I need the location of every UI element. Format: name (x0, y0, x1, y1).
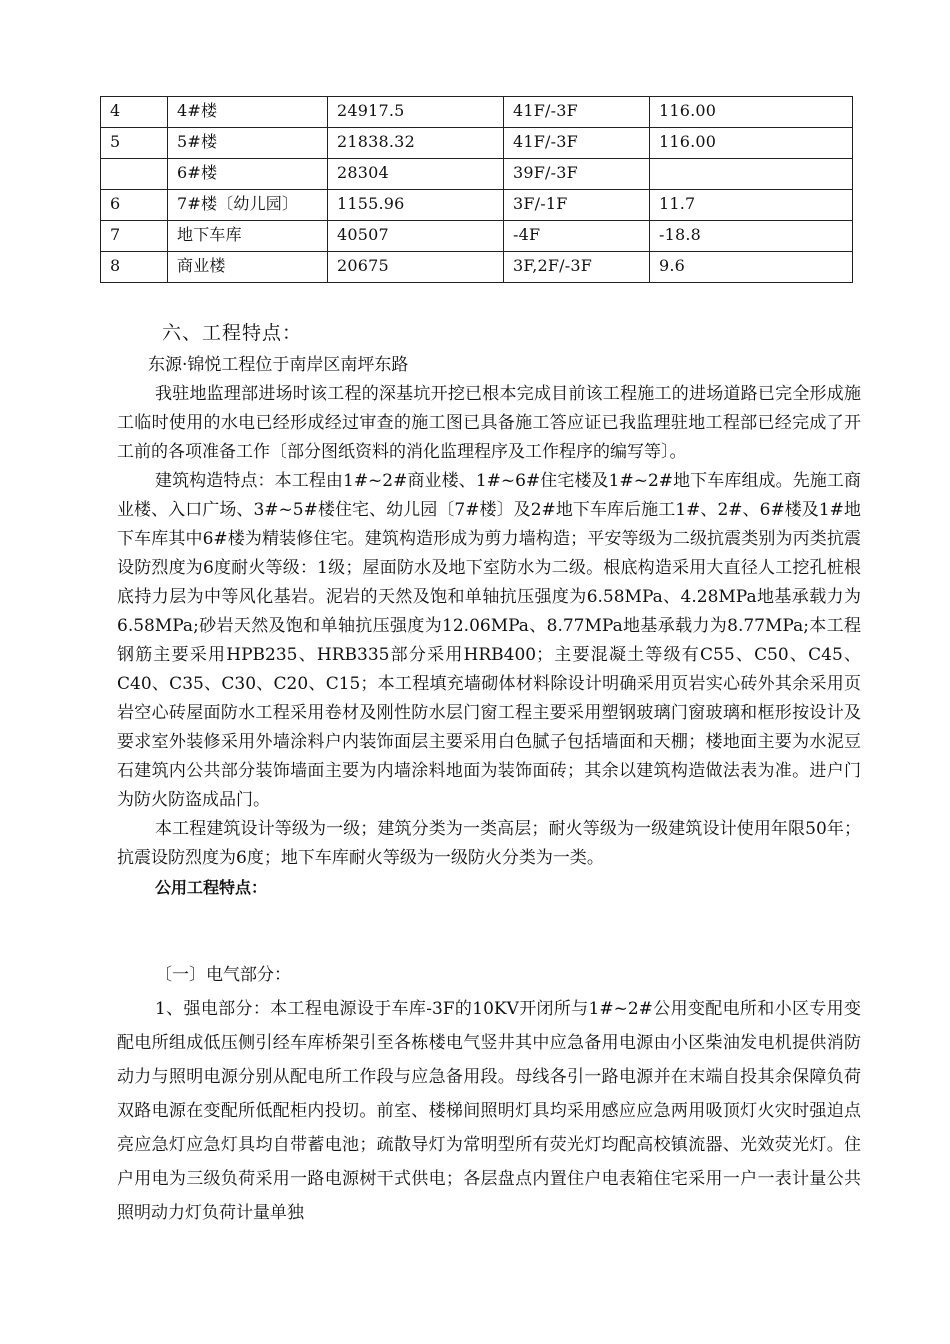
table-cell: 4 (101, 97, 168, 128)
building-table-body (101, 97, 853, 283)
table-cell: 39F/-3F (504, 159, 650, 190)
paragraph-grade: 本工程建筑设计等级为一级；建筑分类为一类高层；耐火等级为一级建筑设计使用年限50年；抗震设防烈度为6度；地下车库耐火等级为一级防火分类为一类。 (117, 819, 861, 868)
table-cell: 1155.96 (328, 190, 504, 221)
table-cell: 5#楼 (168, 128, 328, 159)
table-cell: 6#楼 (168, 159, 328, 190)
table-cell: 7 (101, 221, 168, 252)
paragraph-status: 我驻地监理部进场时该工程的深基坑开挖已根本完成目前该工程施工的进场道路已完全形成施工临时使用的水电已经形成经过审查的施工图已具备施工答应证已我监理驻地工程部已经完成了开工前的各项准备工作〔部分图纸资料的消化监理程序及工作程序的编写等〕。 (117, 384, 861, 462)
table-row (101, 190, 853, 221)
table-cell: 8 (101, 252, 168, 283)
table-cell: 40507 (328, 221, 504, 252)
table-cell: 4#楼 (168, 97, 328, 128)
table-cell: 商业楼 (168, 252, 328, 283)
paragraph-structure: 建筑构造特点：本工程由1#~2#商业楼、1#~6#住宅楼及1#~2#地下车库组成。先施工商业楼、入口广场、3#~5#楼住宅、幼儿园〔7#楼〕及2#地下车库后施工1#、2#、6#楼及1#地下车库其中6#楼为精装修住宅。建筑构造形成为剪力墙构造；平安等级为二级抗震类别为丙类抗震设防烈度为6度耐火等级：1级；屋面防水及地下室防水为二级。根底构造采用大直径人工挖孔桩根底持力层为中等风化基岩。泥岩的天然及饱和单轴抗压强度为6.58MPa、4.28MPa地基承载力为6.58MPa;砂岩天然及饱和单轴抗压强度为12.06MPa、8.77MPa地基承载力为8.77MPa;本工程钢筋主要采用HPB235、HRB335部分采用HRB400；主要混凝土等级有C55、C50、C45、C40、C35、C30、C20、C15；本工程填充墙砌体材料除设计明确采用页岩实心砖外其余采用页岩空心砖屋面防水工程采用卷材及刚性防水层门窗工程主要采用塑钢玻璃门窗玻璃和框形按设计及要求室外装修采用外墙涂料户内装饰面层主要采用白色腻子包括墙面和天棚；楼地面主要为水泥豆石建筑内公共部分装饰墙面主要为内墙涂料地面为装饰面砖；其余以建筑构造做法表为准。进户门为防火防盗成品门。 (117, 471, 861, 810)
table-cell: 116.00 (650, 97, 853, 128)
paragraph-strong-current: 1、强电部分：本工程电源设于车库-3F的10KV开闭所与1#~2#公用变配电所和小区专用变配电所组成低压侧引经车库桥架引至各栋楼电气竖井其中应急备用电源由小区柴油发电机提供消防动力与照明电源分别从配电所工作段与应急备用段。母线各引一路电源并在末端自投其余保障负荷双路电源在变配所低配柜内投切。前室、楼梯间照明灯具均采用感应应急两用吸顶灯火灾时强迫点亮应急灯应急灯具均自带蓄电池；疏散导灯为常明型所有荧光灯均配高校镇流器、光效荧光灯。住户用电为三级负荷采用一路电源树干式供电；各层盘点内置住户电表箱住宅采用一户一表计量公共照明动力灯负荷计量单独 (117, 999, 861, 1223)
table-row (101, 128, 853, 159)
table-cell: 21838.32 (328, 128, 504, 159)
table-cell: 24917.5 (328, 97, 504, 128)
body-text-block-2 (117, 958, 861, 1230)
table-row (101, 252, 853, 283)
table-cell: 3F,2F/-3F (504, 252, 650, 283)
table-cell: 11.7 (650, 190, 853, 221)
table-row (101, 221, 853, 252)
table-cell: 9.6 (650, 252, 853, 283)
table-cell (650, 159, 853, 190)
table-cell: 20675 (328, 252, 504, 283)
electrical-title: 〔一〕电气部分： (155, 965, 291, 985)
table-cell: 5 (101, 128, 168, 159)
table-cell: 28304 (328, 159, 504, 190)
table-cell: 41F/-3F (504, 128, 650, 159)
table-cell: -18.8 (650, 221, 853, 252)
table-cell: -4F (504, 221, 650, 252)
section-title: 六、工程特点： (162, 322, 303, 344)
table-row (101, 159, 853, 190)
utility-title: 公用工程特点： (155, 878, 268, 897)
table-cell: 41F/-3F (504, 97, 650, 128)
paragraph-location: 东源·锦悦工程位于南岸区南坪东路 (148, 355, 409, 375)
table-cell (101, 159, 168, 190)
table-cell: 地下车库 (168, 221, 328, 252)
building-table (100, 96, 853, 283)
table-cell: 7#楼〔幼儿园〕 (168, 190, 328, 221)
table-cell: 116.00 (650, 128, 853, 159)
table-row (101, 97, 853, 128)
table-cell: 6 (101, 190, 168, 221)
table-cell: 3F/-1F (504, 190, 650, 221)
body-text-block-1 (117, 351, 861, 902)
